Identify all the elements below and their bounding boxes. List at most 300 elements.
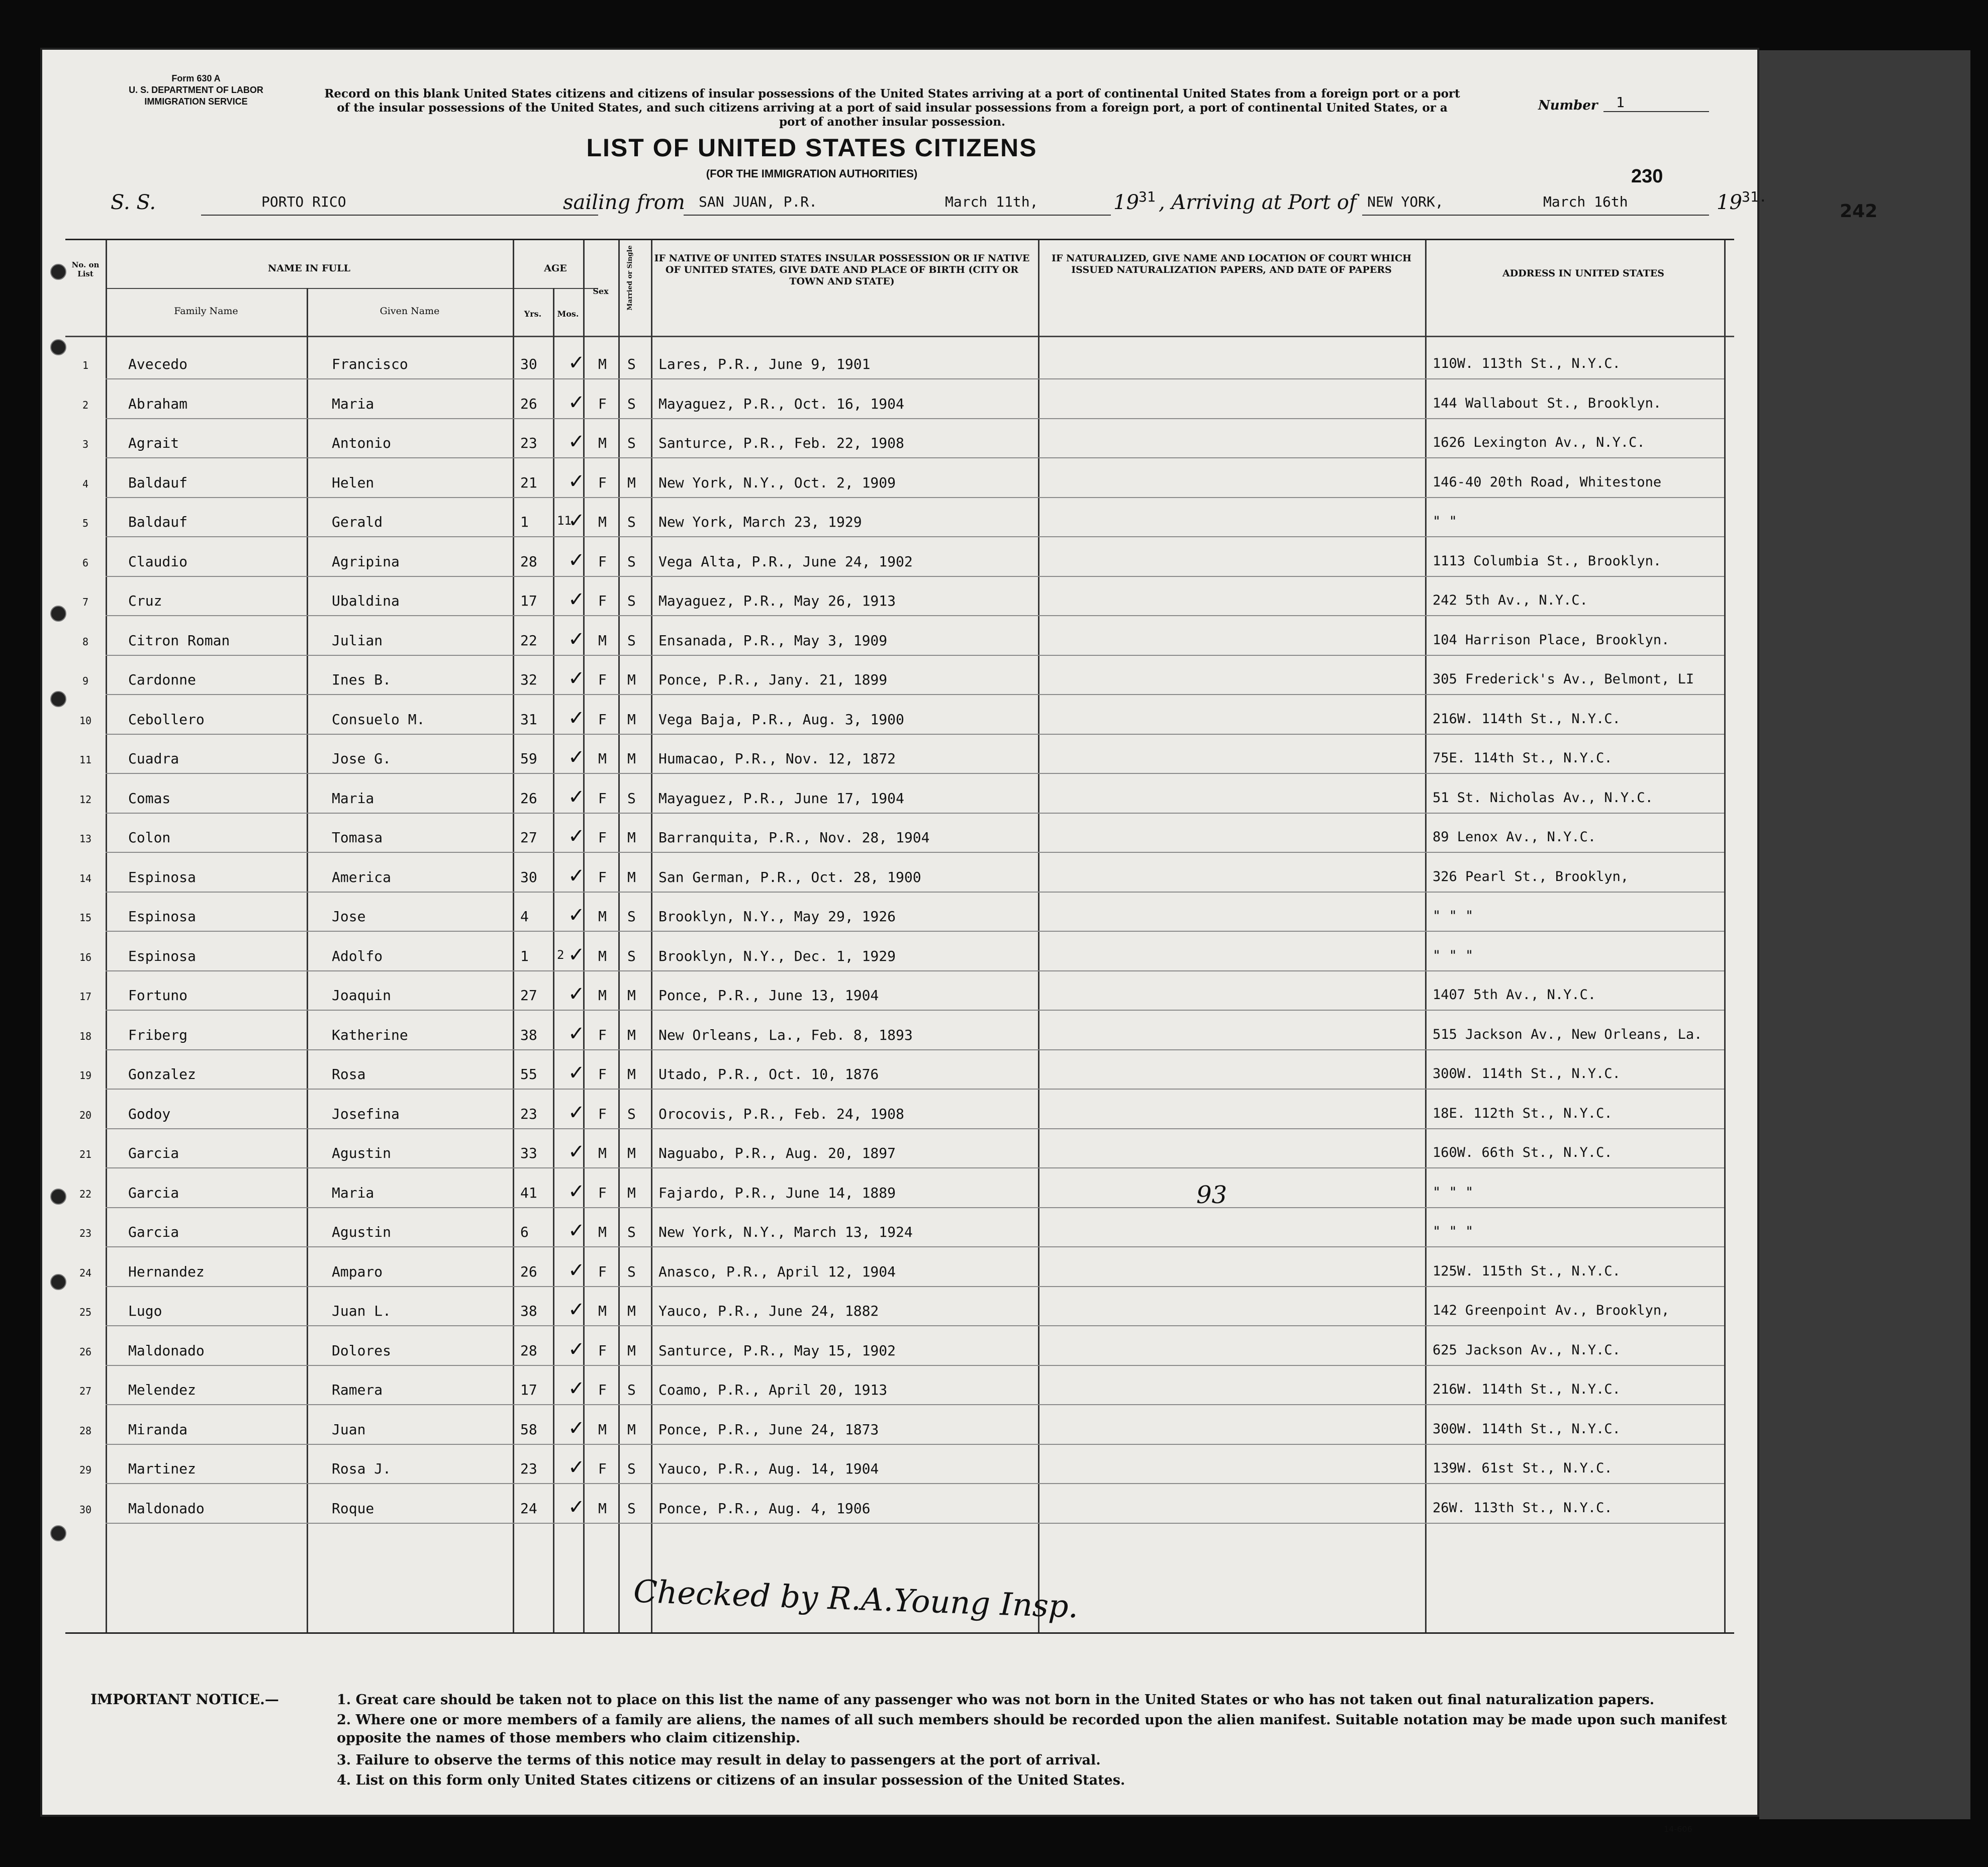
family-name: Agrait [128, 435, 179, 451]
row-number: 26 [79, 1345, 92, 1358]
header-birth-place: IF NATIVE OF UNITED STATES INSULAR POSSESSION OR IF NATIVE OF UNITED STATES, GIVE DATE AND PLACE OF BIRTH (CITY OR TOWN AND STATE) [654, 253, 1030, 287]
birth-place-date: Orocovis, P.R., Feb. 24, 1908 [658, 1105, 904, 1122]
age-years: 27 [520, 987, 537, 1004]
checkmark-icon: ✓ [568, 1101, 585, 1124]
given-name: Tomasa [332, 829, 383, 846]
family-name: Cruz [128, 593, 162, 609]
sex: F [598, 868, 607, 886]
row-number: 17 [79, 991, 92, 1003]
port-underline [1362, 215, 1709, 216]
marital-status: S [627, 553, 636, 570]
marital-status: M [627, 1342, 636, 1359]
family-name: Abraham [128, 395, 188, 412]
row-rule [106, 970, 1724, 971]
ss-underline [201, 215, 598, 216]
marital-status: M [627, 1421, 636, 1438]
given-name: Katherine [332, 1026, 408, 1043]
age-years: 26 [520, 395, 537, 412]
checkmark-icon: ✓ [568, 1377, 585, 1400]
row-rule [106, 1010, 1724, 1011]
given-name: Adolfo [332, 947, 383, 964]
sex: F [598, 1066, 607, 1083]
row-number: 1 [82, 359, 89, 371]
col-rule [1425, 240, 1427, 1632]
row-number: 16 [79, 951, 92, 963]
sex: F [598, 1026, 607, 1043]
col-rule [553, 288, 554, 1632]
birth-place-date: New York, N.Y., March 13, 1924 [658, 1224, 913, 1240]
row-rule [106, 852, 1724, 853]
number-value: 1 [1616, 94, 1625, 111]
birth-place-date: Coamo, P.R., April 20, 1913 [658, 1382, 888, 1398]
binder-hole [50, 1525, 66, 1541]
row-number: 9 [82, 675, 89, 687]
sex: F [598, 553, 607, 570]
age-years: 17 [520, 1382, 537, 1398]
row-number: 8 [82, 635, 89, 648]
birth-place-date: New York, N.Y., Oct. 2, 1909 [658, 474, 896, 491]
address: 625 Jackson Av., N.Y.C. [1433, 1342, 1621, 1358]
address: " " [1433, 514, 1457, 529]
row-number: 14 [79, 872, 92, 885]
header-sex: Sex [593, 286, 609, 296]
col-rule [618, 240, 620, 1632]
family-name: Gonzalez [128, 1066, 196, 1083]
sex: F [598, 790, 607, 807]
marital-status: S [627, 947, 636, 964]
header-naturalization: IF NATURALIZED, GIVE NAME AND LOCATION OF COURT WHICH ISSUED NATURALIZATION PAPERS, AND DATE OF PAPERS [1052, 253, 1411, 275]
birth-place-date: Brooklyn, N.Y., Dec. 1, 1929 [658, 947, 896, 964]
row-number: 11 [79, 754, 92, 766]
row-number: 7 [82, 596, 89, 608]
form-id-line: IMMIGRATION SERVICE [144, 96, 248, 107]
given-name: America [332, 868, 392, 886]
address: 18E. 112th St., N.Y.C. [1433, 1105, 1613, 1121]
marital-status: M [627, 1303, 636, 1319]
row-number: 10 [79, 714, 92, 727]
row-rule [106, 1365, 1724, 1366]
address: 305 Frederick's Av., Belmont, LI [1433, 671, 1694, 687]
number-underline [1603, 111, 1709, 112]
age-months: 11 [557, 514, 572, 528]
sail-year: 31 [1139, 188, 1156, 205]
family-name: Miranda [128, 1421, 188, 1438]
row-rule [106, 694, 1724, 695]
checkmark-icon: ✓ [568, 825, 585, 848]
given-name: Rosa [332, 1066, 366, 1083]
marital-status: M [627, 1066, 636, 1083]
age-years: 38 [520, 1026, 537, 1043]
header-no-on-list: No. on List [71, 260, 100, 278]
header-mos: Mos. [557, 309, 579, 319]
port-value: NEW YORK, [1367, 193, 1444, 210]
family-name: Maldonado [128, 1342, 205, 1359]
row-number: 20 [79, 1109, 92, 1121]
row-rule [106, 615, 1724, 616]
birth-place-date: Santurce, P.R., May 15, 1902 [658, 1342, 896, 1359]
checkmark-icon: ✓ [568, 904, 585, 927]
birth-place-date: Mayaguez, P.R., June 17, 1904 [658, 790, 904, 807]
address: 144 Wallabout St., Brooklyn. [1433, 395, 1662, 411]
inspector-signature: Checked by R.A.Young Insp. [632, 1573, 1079, 1625]
sex: M [598, 1421, 607, 1438]
birth-place-date: New York, March 23, 1929 [658, 514, 862, 530]
margin-note: 93 [1196, 1181, 1227, 1209]
sex: M [598, 1145, 607, 1161]
ss-label: S. S. [111, 191, 156, 214]
header-given-name: Given Name [380, 306, 440, 317]
marital-status: S [627, 356, 636, 372]
age-years: 38 [520, 1303, 537, 1319]
row-number: 3 [82, 438, 89, 450]
birth-place-date: Ponce, P.R., June 24, 1873 [658, 1421, 879, 1438]
sex: M [598, 1224, 607, 1240]
address: " " " [1433, 908, 1474, 924]
sex: F [598, 1382, 607, 1398]
binder-hole [50, 264, 66, 280]
family-name: Hernandez [128, 1263, 205, 1280]
row-rule [106, 1049, 1724, 1050]
age-years: 24 [520, 1500, 537, 1517]
address: 1113 Columbia St., Brooklyn. [1433, 553, 1662, 569]
col-rule [1724, 240, 1726, 1632]
given-name: Francisco [332, 356, 408, 372]
form-id-line: U. S. DEPARTMENT OF LABOR [129, 85, 263, 95]
birth-place-date: Anasco, P.R., April 12, 1904 [658, 1263, 896, 1280]
marital-status: S [627, 1263, 636, 1280]
sex: F [598, 671, 607, 688]
row-number: 25 [79, 1306, 92, 1318]
address: 1407 5th Av., N.Y.C. [1433, 987, 1596, 1003]
given-name: Juan L. [332, 1303, 392, 1319]
binder-hole [50, 339, 66, 355]
given-name: Joaquin [332, 987, 392, 1004]
row-rule [106, 1167, 1724, 1168]
given-name: Agustin [332, 1224, 392, 1240]
sex: M [598, 356, 607, 372]
row-rule [106, 1246, 1724, 1247]
header-name-in-full: NAME IN FULL [268, 263, 350, 274]
age-years: 4 [520, 908, 529, 925]
marital-status: S [627, 1460, 636, 1477]
given-name: Consuelo M. [332, 711, 425, 728]
family-name: Garcia [128, 1224, 179, 1240]
age-years: 23 [520, 435, 537, 451]
sex: F [598, 829, 607, 846]
row-rule [106, 1128, 1724, 1129]
address: " " " [1433, 947, 1474, 963]
arrival-year: 31. [1742, 188, 1767, 205]
binder-hole [50, 1189, 66, 1205]
age-years: 55 [520, 1066, 537, 1083]
age-years: 33 [520, 1145, 537, 1161]
sex: F [598, 1460, 607, 1477]
passenger-table [65, 239, 1734, 1634]
binder-hole [50, 691, 66, 707]
row-rule [106, 1404, 1724, 1405]
number-label: Number [1538, 98, 1598, 113]
sex: F [598, 593, 607, 609]
checkmark-icon: ✓ [568, 1140, 585, 1163]
family-name: Espinosa [128, 947, 196, 964]
age-years: 26 [520, 1263, 537, 1280]
header-family-name: Family Name [174, 306, 238, 317]
marital-status: M [627, 1026, 636, 1043]
age-years: 1 [520, 947, 529, 964]
checkmark-icon: ✓ [568, 864, 585, 888]
row-number: 30 [79, 1503, 92, 1516]
birth-place-date: Ponce, P.R., Jany. 21, 1899 [658, 671, 888, 688]
sex: F [598, 711, 607, 728]
birth-place-date: San German, P.R., Oct. 28, 1900 [658, 868, 921, 886]
notice-heading: IMPORTANT NOTICE.— [90, 1691, 279, 1708]
marital-status: M [627, 750, 636, 767]
marital-status: M [627, 474, 636, 491]
birth-place-date: Brooklyn, N.Y., May 29, 1926 [658, 908, 896, 925]
age-years: 26 [520, 790, 537, 807]
given-name: Gerald [332, 514, 383, 530]
sex: F [598, 1184, 607, 1201]
sex: M [598, 908, 607, 925]
checkmark-icon: ✓ [568, 1219, 585, 1242]
sex: M [598, 987, 607, 1004]
family-name: Espinosa [128, 868, 196, 886]
sex: M [598, 632, 607, 649]
sex: F [598, 395, 607, 412]
checkmark-icon: ✓ [568, 1258, 585, 1282]
address: 89 Lenox Av., N.Y.C. [1433, 829, 1596, 845]
address: 26W. 113th St., N.Y.C. [1433, 1500, 1613, 1516]
age-years: 6 [520, 1224, 529, 1240]
notice-item: 3. Failure to observe the terms of this notice may result in delay to passengers at the port of arrival. [337, 1752, 1101, 1768]
form-id [90, 73, 302, 108]
row-number: 29 [79, 1464, 92, 1476]
marital-status: S [627, 1105, 636, 1122]
birth-place-date: Vega Baja, P.R., Aug. 3, 1900 [658, 711, 904, 728]
form-code: 14-606 [1664, 1824, 1692, 1834]
birth-place-date: Yauco, P.R., June 24, 1882 [658, 1303, 879, 1319]
marital-status: S [627, 514, 636, 530]
sex: M [598, 750, 607, 767]
marital-status: M [627, 987, 636, 1004]
year-prefix-2: 19 [1717, 191, 1742, 214]
arriving-label: , Arriving at Port of [1159, 191, 1357, 214]
family-name: Avecedo [128, 356, 188, 372]
row-rule [106, 576, 1724, 577]
birth-place-date: Ensanada, P.R., May 3, 1909 [658, 632, 888, 649]
col-rule [307, 288, 308, 1632]
record-instructions: Record on this blank United States citizens and citizens of insular possessions of the United States arriving at a port of continental United States from a foreign port or a port of the insular possessions of the United States, and such citizens arriving at a port of said insular possessions from a foreign port, a port of continental United States, or a port of another insular possession. [324, 87, 1460, 129]
family-name: Friberg [128, 1026, 188, 1043]
family-name: Cardonne [128, 671, 196, 688]
row-rule [106, 378, 1724, 379]
arrival-date: March 16th [1543, 193, 1628, 210]
given-name: Ramera [332, 1382, 383, 1398]
address: 146-40 20th Road, Whitestone [1433, 474, 1662, 490]
checkmark-icon: ✓ [568, 548, 585, 572]
family-name: Godoy [128, 1105, 171, 1122]
birth-place-date: Mayaguez, P.R., May 26, 1913 [658, 593, 896, 609]
family-name: Espinosa [128, 908, 196, 925]
sailing-label: sailing from [563, 191, 685, 214]
binder-hole [50, 1274, 66, 1290]
age-years: 22 [520, 632, 537, 649]
birth-place-date: Mayaguez, P.R., Oct. 16, 1904 [658, 395, 904, 412]
checkmark-icon: ✓ [568, 746, 585, 769]
given-name: Ines B. [332, 671, 392, 688]
given-name: Rosa J. [332, 1460, 392, 1477]
checkmark-icon: ✓ [568, 469, 585, 493]
sex: M [598, 435, 607, 451]
given-name: Maria [332, 395, 374, 412]
checkmark-icon: ✓ [568, 943, 585, 966]
checkmark-icon: ✓ [568, 1180, 585, 1203]
age-years: 31 [520, 711, 537, 728]
row-number: 21 [79, 1148, 92, 1160]
strip-number: 242 [1840, 201, 1878, 222]
marital-status: S [627, 1382, 636, 1398]
row-rule [106, 536, 1724, 537]
row-number: 2 [82, 399, 89, 411]
address: 1626 Lexington Av., N.Y.C. [1433, 435, 1645, 450]
col-rule [1038, 240, 1039, 1632]
age-years: 30 [520, 356, 537, 372]
page-number: 230 [1631, 166, 1663, 187]
age-years: 28 [520, 1342, 537, 1359]
sex: M [598, 514, 607, 530]
family-name: Claudio [128, 553, 188, 570]
notice-item: 1. Great care should be taken not to place on this list the name of any passenger who was not born in the United States or who has not taken out final naturalization papers. [337, 1692, 1655, 1708]
marital-status: M [627, 868, 636, 886]
age-years: 23 [520, 1105, 537, 1122]
family-name: Baldauf [128, 514, 188, 530]
notice-item: 4. List on this form only United States citizens or citizens of an insular possession of the United States. [337, 1773, 1125, 1788]
given-name: Maria [332, 1184, 374, 1201]
row-number: 27 [79, 1385, 92, 1397]
given-name: Jose [332, 908, 366, 925]
row-rule [106, 1483, 1724, 1484]
address: 104 Harrison Place, Brooklyn. [1433, 632, 1670, 648]
family-name: Fortuno [128, 987, 188, 1004]
row-rule [106, 1089, 1724, 1090]
row-rule [106, 655, 1724, 656]
marital-status: S [627, 790, 636, 807]
row-rule [106, 457, 1724, 458]
row-rule [106, 931, 1724, 932]
marital-status: S [627, 593, 636, 609]
checkmark-icon: ✓ [568, 1298, 585, 1321]
family-name: Cuadra [128, 750, 179, 767]
given-name: Dolores [332, 1342, 392, 1359]
checkmark-icon: ✓ [568, 667, 585, 690]
given-name: Julian [332, 632, 383, 649]
binder-hole [50, 606, 66, 622]
address: 75E. 114th St., N.Y.C. [1433, 750, 1613, 766]
marital-status: S [627, 1500, 636, 1517]
family-name: Cebollero [128, 711, 205, 728]
address: 242 5th Av., N.Y.C. [1433, 593, 1588, 608]
row-number: 12 [79, 793, 92, 806]
header-yrs: Yrs. [524, 309, 542, 319]
family-name: Comas [128, 790, 171, 807]
address: 300W. 114th St., N.Y.C. [1433, 1066, 1621, 1082]
checkmark-icon: ✓ [568, 1456, 585, 1479]
marital-status: S [627, 395, 636, 412]
checkmark-icon: ✓ [568, 1495, 585, 1519]
header-mid-rule [106, 288, 598, 289]
age-years: 28 [520, 553, 537, 570]
row-rule [106, 734, 1724, 735]
checkmark-icon: ✓ [568, 509, 585, 532]
given-name: Agustin [332, 1145, 392, 1161]
year-prefix: 19 [1113, 191, 1139, 214]
checkmark-icon: ✓ [568, 982, 585, 1006]
row-rule [106, 1325, 1724, 1326]
marital-status: S [627, 908, 636, 925]
sex: F [598, 1105, 607, 1122]
row-number: 6 [82, 556, 89, 569]
row-number: 18 [79, 1030, 92, 1042]
sex: M [598, 1500, 607, 1517]
row-rule [106, 773, 1724, 774]
birth-place-date: Naguabo, P.R., Aug. 20, 1897 [658, 1145, 896, 1161]
marital-status: S [627, 632, 636, 649]
checkmark-icon: ✓ [568, 706, 585, 730]
notice-item: 2. Where one or more members of a family are aliens, the names of all such members should be recorded upon the alien manifest. Suitable notation may be made upon such manifest opposite the names of those members who claim citizenship. [337, 1712, 1727, 1746]
age-years: 1 [520, 514, 529, 530]
adjacent-page-strip [1759, 50, 1970, 1819]
row-number: 24 [79, 1266, 92, 1279]
sex: F [598, 1342, 607, 1359]
given-name: Josefina [332, 1105, 400, 1122]
age-years: 58 [520, 1421, 537, 1438]
sailing-value: SAN JUAN, P.R. [699, 193, 818, 210]
row-rule [106, 418, 1724, 419]
birth-place-date: Ponce, P.R., June 13, 1904 [658, 987, 879, 1004]
row-rule [106, 1444, 1724, 1445]
address: 216W. 114th St., N.Y.C. [1433, 1382, 1621, 1397]
family-name: Melendez [128, 1382, 196, 1398]
sex: F [598, 474, 607, 491]
checkmark-icon: ✓ [568, 1416, 585, 1440]
col-rule [651, 240, 652, 1632]
ss-value: PORTO RICO [261, 193, 346, 210]
age-years: 27 [520, 829, 537, 846]
family-name: Colon [128, 829, 171, 846]
given-name: Amparo [332, 1263, 383, 1280]
col-rule [106, 240, 107, 1632]
sex: M [598, 947, 607, 964]
given-name: Juan [332, 1421, 366, 1438]
family-name: Baldauf [128, 474, 188, 491]
row-number: 15 [79, 912, 92, 924]
checkmark-icon: ✓ [568, 1022, 585, 1045]
row-rule [106, 813, 1724, 814]
row-number: 4 [82, 477, 89, 490]
row-rule [106, 892, 1724, 893]
checkmark-icon: ✓ [568, 588, 585, 611]
marital-status: S [627, 435, 636, 451]
sail-date: March 11th, [945, 193, 1038, 210]
checkmark-icon: ✓ [568, 627, 585, 651]
age-years: 23 [520, 1460, 537, 1477]
sex: F [598, 1263, 607, 1280]
birth-place-date: Fajardo, P.R., June 14, 1889 [658, 1184, 896, 1201]
given-name: Maria [332, 790, 374, 807]
manifest-sheet [40, 48, 1767, 1834]
address: 300W. 114th St., N.Y.C. [1433, 1421, 1621, 1437]
address: " " " [1433, 1184, 1474, 1200]
